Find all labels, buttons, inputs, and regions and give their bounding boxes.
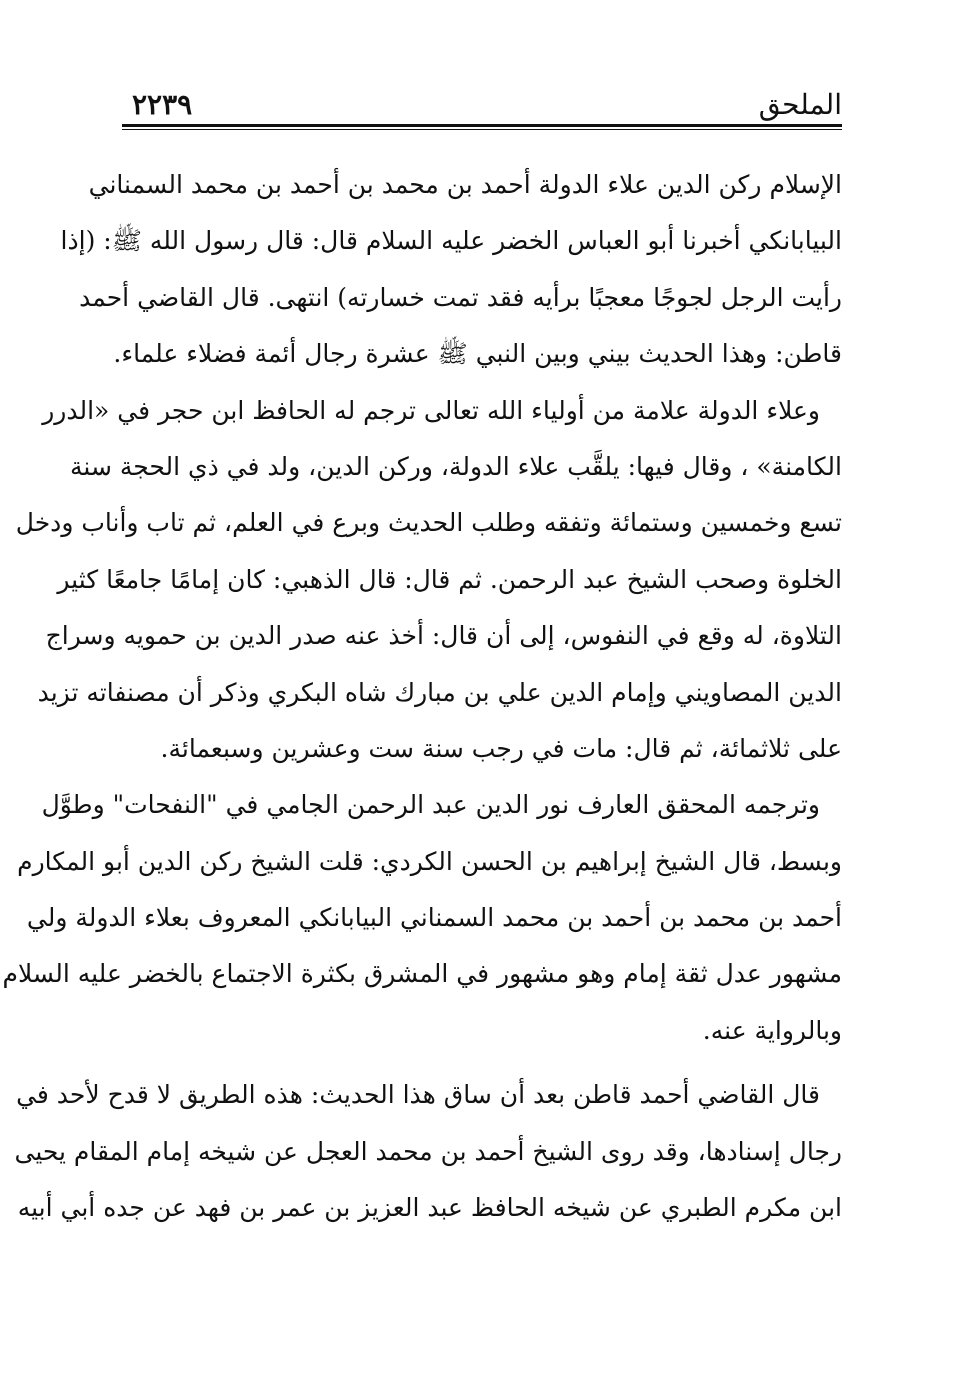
paragraph (60, 160, 842, 386)
text-line: الكامنة» ، وقال فيها: يلقَّب علاء الدولة، وركن الدين، ولد في ذي الحجة سنة (70, 451, 842, 481)
text-line: الإسلام ركن الدين علاء الدولة أحمد بن محمد بن أحمد بن محمد السمناني (88, 170, 842, 199)
paragraph (2, 780, 842, 1062)
text-line: البيابانكي أخبرنا أبو العباس الخضر عليه السلام قال: قال رسول الله ﷺ: (إذا (60, 226, 842, 256)
page-header (122, 88, 842, 122)
text-line: قال القاضي أحمد قاطن بعد أن ساق هذا الحديث: هذه الطريق لا قدح لأحد في (16, 1080, 820, 1110)
page-body (2, 160, 842, 1239)
text-line: رجال إسنادها، وقد روى الشيخ أحمد بن محمد العجل عن شيخه إمام المقام يحيى (14, 1136, 842, 1166)
text-line: وترجمه المحقق العارف نور الدين عبد الرحمن الجامي في "النفحات" وطوَّل (41, 790, 820, 820)
text-line: رأيت الرجل لجوجًا معجبًا برأيه فقد تمت خسارته) انتهى. قال القاضي أحمد (79, 282, 842, 312)
text-line: وبالرواية عنه. (702, 1015, 842, 1045)
paragraph (14, 1070, 842, 1239)
text-line: تسع وخمسين وستمائة وتفقه وطلب الحديث وبرع في العلم، ثم تاب وأناب ودخل (15, 508, 842, 538)
page-number: ٢٢٣٩ (132, 88, 193, 121)
header-rule (122, 124, 842, 127)
running-title: الملحق (758, 88, 842, 121)
text-line: الدين المصاويني وإمام الدين علي بن مبارك شاه البكري وذكر أن مصنفاته تزيد (37, 677, 842, 707)
text-line: على ثلاثمائة، ثم قال: مات في رجب سنة ست وعشرين وسبعمائة. (160, 733, 842, 763)
text-line: قاطن: وهذا الحديث بيني وبين النبي ﷺ عشرة رجال أئمة فضلاء علماء. (113, 339, 842, 369)
text-line: الخلوة وصحب الشيخ عبد الرحمن. ثم قال: قال الذهبي: كان إمامًا جامعًا كثير (57, 564, 842, 594)
text-line: التلاوة، له وقع في النفوس، إلى أن قال: أخذ عنه صدر الدين بن حمويه وسراج (45, 621, 842, 651)
text-line: وعلاء الدولة علامة من أولياء الله تعالى ترجم له الحافظ ابن حجر في «الدرر (42, 395, 820, 425)
paragraph (15, 386, 842, 781)
header-rule-thin (122, 129, 842, 130)
text-line: ابن مكرم الطبري عن شيخه الحافظ عبد العزيز بن عمر بن فهد عن جده أبي أبيه (17, 1193, 842, 1223)
text-line: وبسط، قال الشيخ إبراهيم بن الحسن الكردي: قلت الشيخ ركن الدين أبو المكارم (17, 846, 842, 876)
text-line: مشهور عدل ثقة إمام وهو مشهور في المشرق بكثرة الاجتماع بالخضر عليه السلام (2, 959, 842, 989)
text-line: أحمد بن محمد بن أحمد بن محمد السمناني البيابانكي المعروف بعلاء الدولة ولي (26, 903, 842, 933)
